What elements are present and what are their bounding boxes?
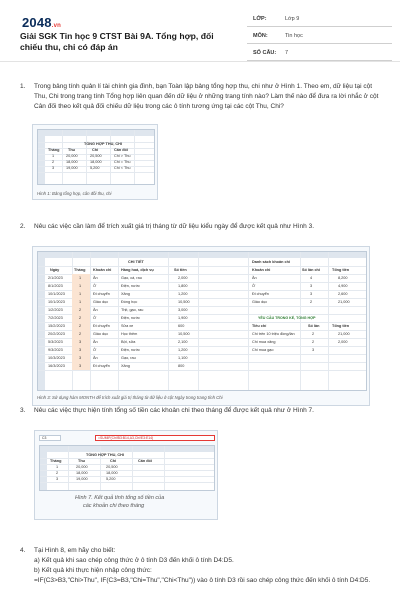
- cell: Ở: [252, 284, 256, 288]
- cell: 18,000: [106, 471, 118, 475]
- figure-1: [32, 124, 158, 200]
- cell: 2: [312, 332, 315, 336]
- cell: 3: [79, 364, 82, 368]
- question-line: a) Kết quả khi sao chép công thức ở ô tính D3 đến khối ô tính D4:D5.: [34, 557, 234, 564]
- cell: Ở: [93, 348, 97, 352]
- cell: 21,000: [338, 300, 350, 304]
- cell: 3: [52, 166, 55, 170]
- cell: 10/3/2023: [48, 356, 65, 360]
- cell: 10,500: [178, 332, 190, 336]
- cell: Ở: [93, 284, 97, 288]
- cell: 1,200: [178, 292, 188, 296]
- cell: Chi mua gạo: [252, 348, 274, 352]
- cell: 18,000: [66, 160, 78, 164]
- meta-value: 7: [285, 50, 289, 56]
- col-header: Cân đối: [138, 459, 152, 463]
- col-header: Chi: [92, 148, 99, 152]
- cell: 3: [310, 284, 313, 288]
- cell: 18,000: [90, 160, 102, 164]
- spreadsheet: [37, 129, 155, 185]
- meta-value: Lớp 9: [285, 16, 300, 22]
- cell: 2,600: [338, 292, 348, 296]
- cell: 1: [79, 276, 82, 280]
- cell: Ở: [93, 316, 97, 320]
- cell: Xăng: [121, 292, 130, 296]
- cell: 15/2/2023: [48, 324, 65, 328]
- page-title: Giải SGK Tin học 9 CTST Bài 9A. Tổng hợp, đối chiếu thu, chi có đáp án: [20, 31, 214, 52]
- cell: 20,000: [66, 154, 78, 158]
- figure-caption: Hình 3: Sử dụng hàm MONTH để trích xuất giá trị tháng từ dữ liệu ở cột Ngày trong trang tính Chi: [37, 395, 223, 400]
- meta-row-subject: [247, 27, 392, 44]
- cell: 4: [310, 276, 313, 280]
- cell: 2/1/2023: [48, 276, 63, 280]
- cell: 5/3/2023: [48, 340, 63, 344]
- question-line: b) Kết quả khi thực hiện nhập công thức:: [34, 567, 152, 574]
- site-logo[interactable]: [22, 15, 61, 30]
- cell: 2: [56, 471, 59, 475]
- cell: 1,100: [178, 356, 188, 360]
- cell: Xăng: [121, 364, 130, 368]
- cell: 1: [79, 284, 82, 288]
- cell: Ăn: [93, 308, 98, 312]
- col-header: Tháng: [50, 459, 62, 463]
- cell-reference-box[interactable]: C3: [39, 435, 61, 441]
- cell: 3: [79, 348, 82, 352]
- col-header: Chi: [110, 459, 117, 463]
- cell: 10/1/2023: [48, 292, 65, 296]
- figure-7: [34, 430, 218, 520]
- cell: 2,100: [178, 340, 188, 344]
- cell: Ăn: [252, 276, 257, 280]
- cell: 19,000: [76, 477, 88, 481]
- cell: 2: [79, 308, 82, 312]
- cell: 21,000: [338, 332, 350, 336]
- cell: 2: [312, 340, 315, 344]
- cell: 8/1/2023: [48, 284, 63, 288]
- meta-row-count: [247, 44, 392, 61]
- cell: Đi chuyển: [93, 324, 110, 328]
- question-number: 4.: [20, 547, 26, 554]
- cell: 10/1/2023: [48, 300, 65, 304]
- cell: Giáo dục: [252, 300, 268, 304]
- question-number: 2.: [20, 223, 26, 230]
- cell: Gạo, rau: [121, 356, 136, 360]
- meta-key: MÔN:: [253, 33, 268, 39]
- col-header: Tiêu chí: [252, 324, 267, 328]
- spreadsheet: [37, 251, 367, 391]
- cell: Chi = Thu: [114, 160, 131, 164]
- cell: 20,500: [90, 154, 102, 158]
- figure-caption: các khoản chi theo tháng: [83, 503, 145, 509]
- col-header: Tháng: [74, 268, 86, 272]
- figure-caption: Hình 7. Kết quả tính tổng số tiền của: [75, 495, 165, 501]
- cell: Đi chuyển: [93, 364, 110, 368]
- cell: 1: [56, 465, 59, 469]
- cell: 2,000: [338, 340, 348, 344]
- side-table-title: Danh sách khoản chi: [252, 260, 290, 264]
- cell: 2: [79, 332, 82, 336]
- cell: 1,800: [178, 284, 188, 288]
- cell: Đóng học: [121, 300, 138, 304]
- meta-key: LỚP:: [253, 16, 267, 22]
- col-header: Khoản chi: [252, 268, 271, 272]
- cell: Gạo, cá, rau: [121, 276, 142, 280]
- col-header: Số tiền: [174, 268, 187, 272]
- cell: 3,000: [178, 308, 188, 312]
- col-header: Số lần: [308, 324, 320, 328]
- cell: 2,000: [178, 276, 188, 280]
- question-text: Nêu các việc cần làm để trích xuất giá trị tháng từ dữ liệu kiểu ngày để được kết quả như Hình 3.: [34, 223, 315, 230]
- cell: 4,900: [338, 284, 348, 288]
- cell: 1: [52, 154, 55, 158]
- spreadsheet: [39, 445, 215, 491]
- cell: 3: [79, 340, 82, 344]
- question-number: 1.: [20, 83, 26, 90]
- col-header: Ngày: [50, 268, 60, 272]
- question-line: Tại Hình 8, em hãy cho biết:: [34, 547, 116, 554]
- cell: 3: [56, 477, 59, 481]
- cell: 800: [178, 364, 185, 368]
- meta-value: Tin học: [285, 33, 303, 39]
- cell: 3: [79, 356, 82, 360]
- cell: 16/3/2023: [48, 364, 65, 368]
- cell: Sửa xe: [121, 324, 134, 328]
- logo-text: 2048: [22, 15, 52, 30]
- cell: Bột, sữa: [121, 340, 136, 344]
- sheet-title: CHI TIẾT: [128, 260, 144, 264]
- cell: 9/3/2023: [48, 348, 63, 352]
- cell: 3: [310, 292, 313, 296]
- cell: Chi trên 10 triệu đồng/lần: [252, 332, 295, 336]
- side-table-title: YÊU CẦU TRONG KẾ, TỔNG HỢP: [258, 316, 316, 320]
- cell: Chi mua xăng: [252, 340, 276, 344]
- figure-3: [32, 246, 370, 406]
- cell: 1,200: [178, 348, 188, 352]
- formula-bar[interactable]: =SUMIF(Chi!B3:B14,A3,Chi!E3:E14): [95, 435, 215, 441]
- cell: 18,000: [76, 471, 88, 475]
- cell: 2: [79, 316, 82, 320]
- cell: 3: [312, 348, 315, 352]
- cell: Điện, nước: [121, 316, 140, 320]
- meta-key: SỐ CÂU:: [253, 50, 277, 56]
- cell: 10,500: [178, 300, 190, 304]
- sheet-title: TỔNG HỢP THU, CHI: [86, 453, 124, 457]
- cell: Ăn: [93, 356, 98, 360]
- cell: 8,200: [338, 276, 348, 280]
- col-header: Khoản chi: [93, 268, 112, 272]
- sheet-title: TỔNG HỢP THU, CHI: [84, 142, 122, 146]
- col-header: Thu: [68, 148, 75, 152]
- cell: Ăn: [93, 276, 98, 280]
- cell: Ăn: [93, 340, 98, 344]
- cell: 20,500: [106, 465, 118, 469]
- logo-suffix: .vn: [51, 23, 62, 29]
- cell: 5,200: [90, 166, 100, 170]
- question-text: Trong bảng tính quản lí tài chính gia đình, bạn Toàn lập bảng tổng hợp thu, chi như ở Hình 1. Theo em, dữ liệu tại cột Thu, Chi trong trang tính Tổng hợp liên quan đến dữ liệu ở những trang tính nào? Làm thế nào để đưa ra lời nhắc ở cột Cân đối theo kết quả đối chiếu dữ liệu trong các ô tính tương ứng tại các cột Thu, Chi?: [34, 83, 379, 110]
- cell: 19,000: [66, 166, 78, 170]
- cell: Đi chuyển: [252, 292, 269, 296]
- figure-caption: Hình 1: Bảng tổng hợp, cân đối thu, chi: [37, 191, 112, 196]
- question-text: Nêu các việc thực hiện tính tổng số tiền các khoản chi theo tháng để được kết quả như ở Hình 7.: [34, 407, 314, 414]
- col-header: Số lần chi: [302, 268, 320, 272]
- page-header: [0, 0, 400, 62]
- cell: 600: [178, 324, 185, 328]
- cell: 5,200: [106, 477, 116, 481]
- cell: 20,000: [76, 465, 88, 469]
- meta-row-class: [247, 10, 392, 27]
- cell: Điện, nước: [121, 284, 140, 288]
- cell: 2: [79, 324, 82, 328]
- col-header: Cân đối: [114, 148, 128, 152]
- question-number: 3.: [20, 407, 26, 414]
- cell: Chi < Thu: [114, 166, 131, 170]
- cell: 1,900: [178, 316, 188, 320]
- cell: 20/2/2023: [48, 332, 65, 336]
- cell: Điện, nước: [121, 348, 140, 352]
- cell: Thịt, gạo, rau: [121, 308, 144, 312]
- cell: Giáo dục: [93, 332, 109, 336]
- cell: 2: [52, 160, 55, 164]
- col-header: Thu: [78, 459, 85, 463]
- meta-table: [247, 10, 392, 61]
- cell: 2: [310, 300, 313, 304]
- cell: Đi chuyển: [93, 292, 110, 296]
- cell: 1/2/2023: [48, 308, 63, 312]
- cell: 7/2/2023: [48, 316, 63, 320]
- cell: Học thêm: [121, 332, 138, 336]
- col-header: Hàng hoá, dịch vụ: [121, 268, 154, 272]
- col-header: Tháng: [48, 148, 60, 152]
- col-header: Tổng tiền: [332, 324, 350, 328]
- cell: 1: [79, 292, 82, 296]
- cell: 1: [79, 300, 82, 304]
- cell: Giáo dục: [93, 300, 109, 304]
- cell: Chi > Thu: [114, 154, 131, 158]
- col-header: Tổng tiền: [332, 268, 350, 272]
- question-line: =IF(C3>B3,"Chi>Thu", IF(C3=B3,"Chi=Thu","Chi<Thu")) vào ô tính D3 rồi sao chép công thức đến khối ô tính D4:D5.: [34, 577, 371, 584]
